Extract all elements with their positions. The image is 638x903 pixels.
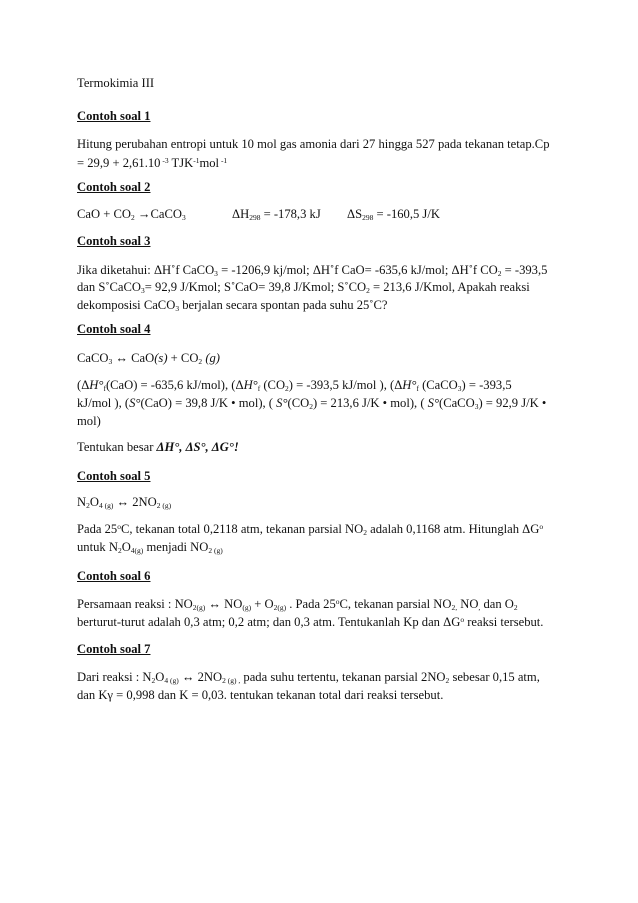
- soal-2-delta-s: $\Delta S_{298} = -160,5$ J/K: [347, 207, 440, 222]
- soal-2-delta-h: $\Delta H_{298} = -178,3$ kJ: [232, 207, 321, 222]
- soal-5-line-1: Pada 25$^o$C, tekanan total 0,2118 atm, tekanan parsial $NO_2$ adalah 0,1168 atm. Hitunglah $\Delta G^o$: [77, 522, 544, 537]
- soal-5-equation: $N_2O_{4 (g)}$ ↔ $2NO_{2 (g)}$: [77, 495, 172, 510]
- soal-1-line-1: Hitung perubahan entropi untuk 10 mol gas amonia dari 27 hingga 527 pada tekanan tetap.Cp: [77, 137, 550, 151]
- soal-4-data-line-3: mol): [77, 414, 101, 428]
- soal-4-equation: CaCO$_3$ ↔ $CaO(s) + CO_2$ (g): [77, 351, 221, 366]
- document-title: Termokimia III: [77, 76, 155, 90]
- soal-7-line-1: Dari reaksi : $N_2O_{4 (g)}$ ↔ $2NO_{2 (g) ,}$ pada suhu tertentu, tekanan parsial $2NO_2$ sebesar 0,15 atm,: [77, 670, 540, 685]
- soal-3-line-3: dekomposisi CaCO$_3$ berjalan secara spontan pada suhu 25˚C?: [77, 298, 388, 313]
- heading-contoh-soal-1: Contoh soal 1: [77, 109, 151, 123]
- soal-5-line-2: untuk $N_2O_{4(g)}$ menjadi $NO_{2 (g)}$: [77, 540, 223, 555]
- heading-contoh-soal-4: Contoh soal 4: [77, 322, 151, 336]
- heading-contoh-soal-6: Contoh soal 6: [77, 569, 151, 583]
- soal-1-line-2: = 29,9 + 2,61.10 $^{-3}$ $TJK^{-1}mol$ $^{-1}$: [77, 156, 228, 170]
- soal-7-line-2: dan Kγ = 0,998 dan K = 0,03. tentukan tekanan total dari reaksi tersebut.: [77, 688, 444, 702]
- soal-4-data-line-2: kJ/mol ), (S°(CaO) = 39,8 J/K • mol), ( $S^\circ(CO_2) = 213,6$ J/K • mol), ( S°(CaCO$_3$) = 92,9 J/K •: [77, 396, 547, 411]
- soal-3-line-1: Jika diketahui: ΔH˚f CaCO$_3$ = -1206,9 kj/mol; ΔH˚f CaO= -635,6 kJ/mol; ΔH˚f $CO_2 = -393,5$: [77, 263, 548, 278]
- soal-6-line-2: berturut-turut adalah 0,3 atm; 0,2 atm; dan 0,3 atm. Tentukanlah Kp dan $\Delta G^o$ reaksi tersebut.: [77, 615, 544, 629]
- heading-contoh-soal-5: Contoh soal 5: [77, 469, 151, 483]
- soal-2-equation: CaO + $CO_2$ →CaCO$_3$: [77, 207, 186, 222]
- heading-contoh-soal-3: Contoh soal 3: [77, 234, 151, 248]
- heading-contoh-soal-7: Contoh soal 7: [77, 642, 151, 656]
- soal-6-line-1: Persamaan reaksi : $NO_{2(g)}$ ↔ $NO_{(g)} + O_{2(g)}$ . Pada 25$^o$C, tekanan parsial $NO_{2,}$ $NO_,$ dan $O_2$: [77, 597, 518, 612]
- soal-4-data-line-1: ($\Delta H^\circ_f(CaO) = -635,6$ kJ/mol), ($\Delta H^\circ_f$ $(CO_2) = -393,5$ kJ/mol ), ($\Delta H^\circ_f$ (CaCO$_3$) = -393,5: [77, 378, 512, 393]
- heading-contoh-soal-2: Contoh soal 2: [77, 180, 151, 194]
- soal-3-line-2: dan S˚CaCO$_3$= 92,9 J/Kmol; S˚CaO= 39,8 J/Kmol; $S˚CO_2 = 213,6$ J/Kmol, Apakah reaksi: [77, 280, 530, 295]
- soal-4-question: Tentukan besar ΔH°, ΔS°, ΔG°!: [77, 440, 239, 454]
